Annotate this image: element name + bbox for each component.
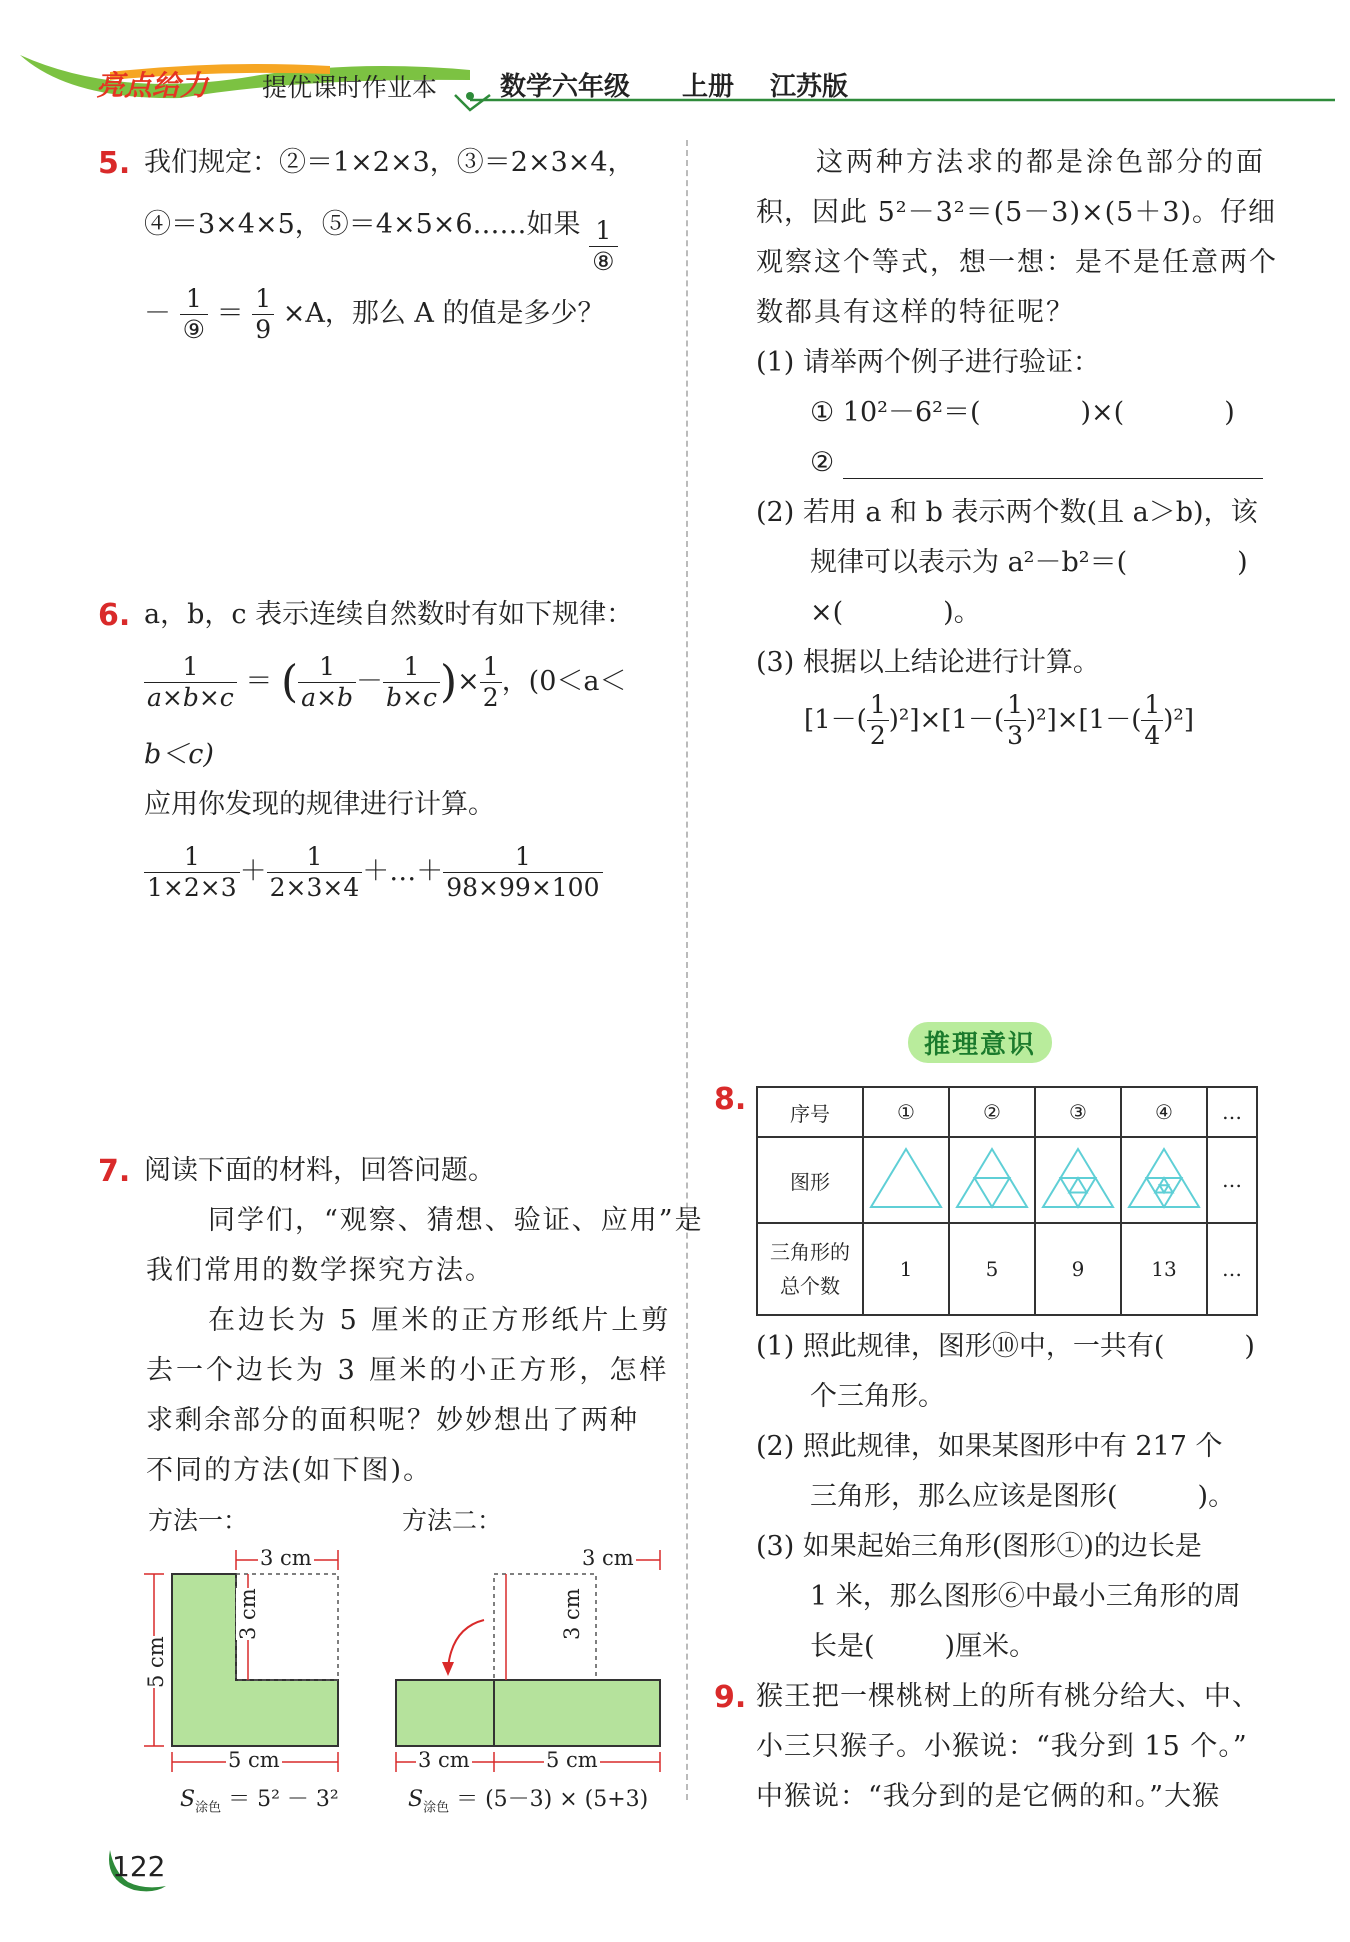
fraction-numerator: 1 (514, 842, 531, 871)
q7-right-line2: 积，因此 5²－3²＝(5－3)×(5＋3)。仔细 (756, 197, 1277, 228)
triangle-figure-3 (1039, 1143, 1117, 1213)
rule-paren-end: ) (1237, 547, 1248, 578)
fig2-bottom-left-label: 3 cm (418, 1748, 470, 1772)
rule-times: ×( (810, 597, 844, 628)
fraction-numerator: 1 (183, 842, 200, 871)
header-bar (0, 0, 1350, 120)
fraction (298, 652, 356, 713)
header-edition: 江苏版 (770, 72, 849, 102)
fig2-bottom-right-label: 5 cm (546, 1748, 598, 1772)
row-label-line1: 三角形的 (770, 1240, 850, 1264)
header-series: 提优课时作业本 (262, 73, 438, 102)
row-label-figure: 图形 (757, 1137, 863, 1223)
fraction-denominator: 4 (1141, 720, 1163, 751)
shaded-right-rect (494, 1680, 660, 1746)
count-cell: … (1207, 1223, 1257, 1315)
arrow-head (442, 1662, 454, 1676)
row-label-index: 序号 (757, 1087, 863, 1137)
fraction (383, 652, 440, 713)
method-1-figure (140, 1540, 360, 1780)
fraction-numerator: 1 (319, 652, 336, 681)
fraction-numerator: 1 (1144, 690, 1161, 719)
fig2-inner-label: 3 cm (560, 1588, 584, 1640)
q7-para2c: 求剩余部分的面积呢？妙妙想出了两种 (146, 1405, 639, 1436)
minus-sign: － (356, 666, 384, 697)
page-number: 122 (112, 1850, 166, 1883)
question-number: 7. (98, 1154, 131, 1189)
area-subscript: 涂色 (423, 1800, 450, 1816)
question-number: 6. (98, 598, 131, 633)
equals-sign: ＝ (216, 298, 244, 329)
q7-sub2c (810, 588, 981, 638)
fraction (267, 842, 363, 903)
header-cell: ③ (1035, 1087, 1121, 1137)
header-cell: ① (863, 1087, 949, 1137)
fraction (252, 284, 274, 345)
sub2-paren: )。 (1197, 1481, 1236, 1512)
sub3-text: 长是( (810, 1631, 875, 1662)
sub2-text: 三角形，那么应该是图形( (810, 1481, 1118, 1512)
fraction-numerator: 1 (255, 284, 272, 313)
q5-line3 (144, 284, 605, 345)
equals-sign: ＝ (245, 666, 273, 697)
fraction-numerator: 1 (182, 652, 199, 681)
fraction-numerator: 1 (306, 842, 323, 871)
triangle-figure-2 (953, 1143, 1031, 1213)
calc-term: ×[1－( $\frac{1}{4}$ )²] (1056, 690, 1194, 750)
move-arrow (448, 1620, 484, 1668)
condition-text: ，(0＜a＜ (501, 666, 627, 697)
fraction-numerator: 1 (185, 284, 202, 313)
q7-sub2b (810, 538, 1248, 588)
rule-end: )。 (943, 597, 981, 628)
count-cell: 13 (1121, 1223, 1207, 1315)
fraction (144, 842, 240, 903)
fig1-bottom-label: 5 cm (228, 1748, 280, 1772)
q7-para2a: 在边长为 5 厘米的正方形纸片上剪 (208, 1305, 672, 1336)
q7-sub1a (810, 388, 1235, 438)
sub1-paren: ) (1244, 1331, 1255, 1362)
count-cell: 5 (949, 1223, 1035, 1315)
row-label-line2: 总个数 (780, 1274, 840, 1298)
q6-line1: a，b，c 表示连续自然数时有如下规律： (144, 599, 634, 630)
q6-formula (144, 652, 627, 713)
fraction-denominator: 98×99×100 (443, 872, 602, 903)
rule-text: 规律可以表示为 a²－b²＝( (810, 547, 1128, 578)
calc-term: [1－( $\frac{1}{2}$ )²] (804, 690, 920, 750)
fraction (589, 216, 617, 277)
figure-cell (949, 1137, 1035, 1223)
figure-cell (1035, 1137, 1121, 1223)
fraction (480, 652, 502, 713)
figure-cell (1121, 1137, 1207, 1223)
method-2-figure (392, 1540, 672, 1780)
sub1-text: (1) 照此规律，图形⑩中，一共有( (756, 1331, 1165, 1362)
method-1-label: 方法一： (148, 1506, 249, 1535)
q7-right-line1: 这两种方法求的都是涂色部分的面 (816, 147, 1266, 178)
plus-sign: ＋ (239, 856, 267, 887)
fig1-formula (180, 1782, 339, 1815)
fig1-top-label: 3 cm (260, 1546, 312, 1570)
minus-sign: － (144, 298, 171, 329)
area-subscript: 涂色 (195, 1800, 222, 1816)
fraction (180, 284, 208, 345)
q7-right-line4: 数都具有这样的特征呢？ (756, 297, 1075, 328)
header-cell: … (1207, 1087, 1257, 1137)
calc-term: ×[1－( $\frac{1}{3}$ )²] (919, 690, 1057, 750)
header-volume: 上册 (682, 72, 735, 102)
answer-line[interactable] (843, 448, 1263, 479)
example-1-mid: )×( (1080, 397, 1125, 428)
q8-sub2b (810, 1472, 1235, 1522)
fraction-denominator: a×b×c (144, 682, 237, 713)
header-cell: ② (949, 1087, 1035, 1137)
fraction (144, 652, 237, 713)
q7-para2b: 去一个边长为 3 厘米的小正方形，怎样 (146, 1355, 670, 1386)
q7-para2d: 不同的方法(如下图)。 (146, 1455, 433, 1486)
fig2-formula (408, 1782, 648, 1815)
header-brand: 亮点给力 (96, 69, 209, 102)
shaded-left-rect (396, 1680, 494, 1746)
fraction-denominator: ⑨ (180, 314, 208, 345)
header-grade: 数学六年级 (500, 72, 631, 102)
fraction-denominator: ⑧ (589, 246, 617, 277)
fraction-denominator: b×c (383, 682, 440, 713)
example-2-marker: ② (810, 447, 835, 478)
right-paren: ) (439, 656, 458, 708)
formula-text: ＝ (5－3) × (5+3) (456, 1787, 649, 1812)
q8-sub3c (810, 1622, 1036, 1672)
example-1-start: ① 10²－6²＝( (810, 397, 981, 428)
q8-sub2a: (2) 照此规律，如果某图形中有 217 个 (756, 1431, 1223, 1462)
q8-sub1a (756, 1322, 1255, 1372)
fig1-inner-label: 3 cm (236, 1588, 260, 1640)
fig1-left-label: 5 cm (144, 1636, 168, 1688)
fraction-numerator: 1 (482, 652, 499, 681)
left-paren: ( (281, 656, 299, 708)
fraction-denominator: a×b (298, 682, 356, 713)
ellipsis-plus: ＋…＋ (362, 856, 444, 887)
q7-sub3: (3) 根据以上结论进行计算。 (756, 647, 1100, 678)
times-sign: × (457, 666, 480, 697)
fraction-numerator: 1 (1007, 690, 1023, 719)
q5-line1: 我们规定：②＝1×2×3，③＝2×3×4， (144, 147, 635, 178)
q7-sub1: (1) 请举两个例子进行验证： (756, 347, 1100, 378)
area-symbol: S (408, 1787, 424, 1812)
q5-line2 (144, 200, 618, 277)
q6-apply: 应用你发现的规律进行计算。 (144, 789, 495, 820)
question-number: 8. (714, 1082, 747, 1117)
count-cell: 1 (863, 1223, 949, 1315)
q9-line3: 中猴说：“我分到的是它俩的和。”大猴 (756, 1781, 1221, 1812)
q7-title: 阅读下面的材料，回答问题。 (144, 1155, 495, 1186)
q6-sum (144, 842, 603, 903)
area-symbol: S (180, 1787, 196, 1812)
q7-sub2a: (2) 若用 a 和 b 表示两个数(且 a＞b)，该 (756, 497, 1258, 528)
question-number: 5. (98, 146, 131, 181)
fraction-denominator: 9 (252, 314, 274, 345)
fraction-numerator: 1 (869, 690, 886, 719)
triangle-figure-1 (867, 1143, 945, 1213)
sequence-table (756, 1086, 1258, 1316)
fig2-top-label: 3 cm (582, 1546, 634, 1570)
fraction-denominator: 2 (480, 682, 502, 713)
q7-calc (804, 690, 1194, 751)
ellipsis-cell: … (1207, 1137, 1257, 1223)
q8-sub3a: (3) 如果起始三角形(图形①)的边长是 (756, 1531, 1202, 1562)
q8-sub3b: 1 米，那么图形⑥中最小三角形的周 (810, 1581, 1241, 1612)
fraction-denominator: 3 (1004, 720, 1026, 751)
q5-line2-text: ④＝3×4×5，⑤＝4×5×6……如果 (144, 209, 581, 240)
q8-sub1b: 个三角形。 (810, 1381, 945, 1412)
method-2-label: 方法二： (402, 1506, 503, 1535)
q7-right-line3: 观察这个等式，想一想：是不是任意两个 (756, 247, 1278, 278)
question-number: 9. (714, 1680, 747, 1715)
fraction-denominator: 1×2×3 (144, 872, 240, 903)
q6-condition-end: b＜c) (144, 739, 214, 770)
q9-line2: 小三只猴子。小猴说：“我分到 15 个。” (756, 1731, 1248, 1762)
count-cell: 9 (1035, 1223, 1121, 1315)
formula-text: ＝ 5² － 3² (228, 1787, 339, 1812)
fraction-numerator: 1 (595, 216, 612, 245)
header-cell: ④ (1121, 1087, 1207, 1137)
q7-para1b: 我们常用的数学探究方法。 (146, 1255, 494, 1286)
fraction-numerator: 1 (403, 652, 420, 681)
q7-sub1b (810, 438, 1263, 488)
fraction-denominator: 2 (867, 720, 889, 751)
example-1-end: ) (1224, 397, 1235, 428)
fraction-denominator: 2×3×4 (267, 872, 363, 903)
q5-line3-text: ×A，那么 A 的值是多少？ (282, 298, 605, 329)
section-tag: 推理意识 (908, 1022, 1052, 1063)
triangle-figure-4 (1125, 1143, 1203, 1213)
sub3-end: )厘米。 (944, 1631, 1037, 1662)
row-label-count (757, 1223, 863, 1315)
fraction (443, 842, 602, 903)
q9-line1: 猴王把一棵桃树上的所有桃分给大、中、 (756, 1681, 1260, 1712)
figure-cell (863, 1137, 949, 1223)
column-divider (686, 140, 688, 1800)
q7-para1a: 同学们，“观察、猜想、验证、应用”是 (208, 1205, 704, 1236)
